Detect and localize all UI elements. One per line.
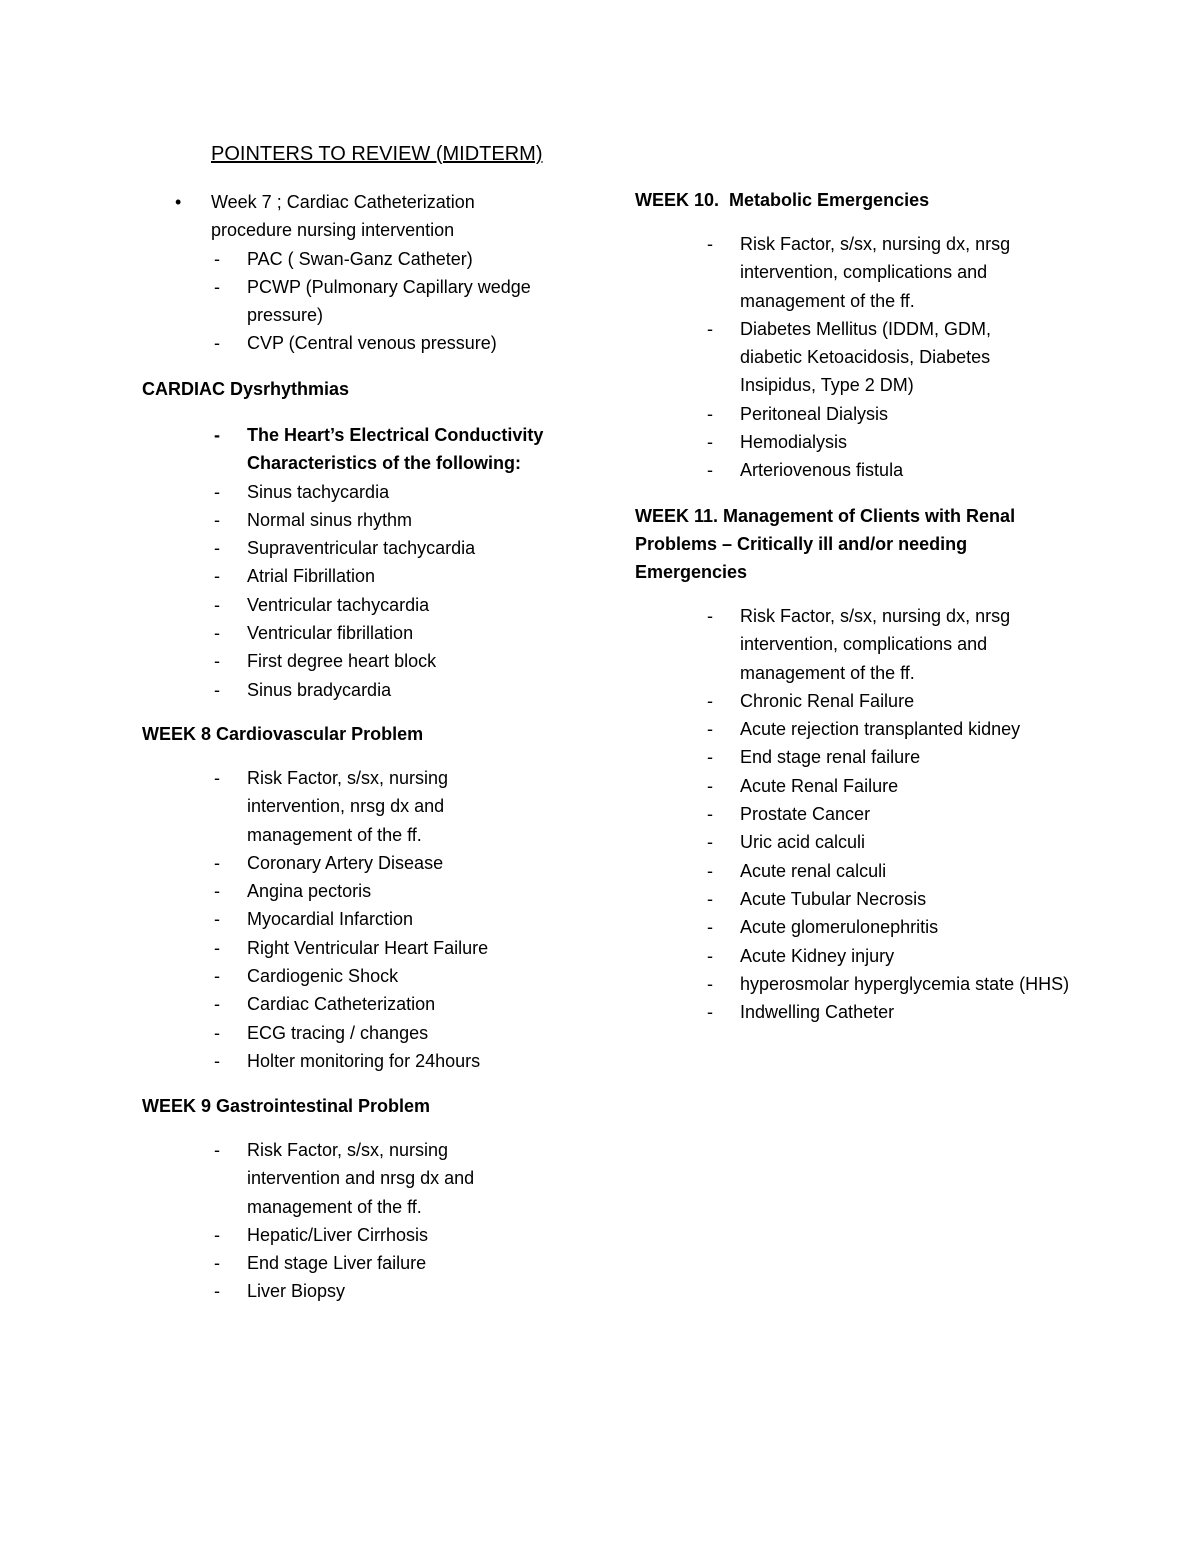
week9-heading: WEEK 9 Gastrointestinal Problem bbox=[142, 1096, 431, 1116]
list-item: - Risk Factor, s/sx, nursing dx, nrsg intervention, complications and management of the ff. bbox=[635, 230, 1045, 315]
week9-list bbox=[142, 1136, 512, 1306]
list-item: - End stage Liver failure bbox=[142, 1249, 512, 1277]
list-item: - Sinus tachycardia bbox=[142, 478, 562, 506]
week11-list bbox=[635, 602, 1075, 1026]
week7-bullet-text: Week 7 ; Cardiac Catheterization procedure nursing intervention bbox=[211, 192, 475, 241]
list-item: - Acute glomerulonephritis bbox=[635, 913, 1075, 941]
list-item: - Ventricular fibrillation bbox=[142, 619, 562, 647]
week10-section bbox=[635, 186, 1075, 485]
list-item: - Acute renal calculi bbox=[635, 857, 1075, 885]
list-item: - Arteriovenous fistula bbox=[635, 456, 1045, 484]
list-item: - Hepatic/Liver Cirrhosis bbox=[142, 1221, 512, 1249]
list-item: - Indwelling Catheter bbox=[635, 998, 1075, 1026]
week9-section bbox=[142, 1092, 572, 1306]
list-item: - hyperosmolar hyperglycemia state (HHS) bbox=[635, 970, 1070, 998]
list-item: - Liver Biopsy bbox=[142, 1277, 512, 1305]
list-item: - First degree heart block bbox=[142, 647, 562, 675]
week7-list bbox=[142, 245, 552, 358]
list-item: - Diabetes Mellitus (IDDM, GDM, diabetic Ketoacidosis, Diabetes Insipidus, Type 2 DM) bbox=[635, 315, 1045, 400]
week8-section bbox=[142, 720, 572, 1075]
week10-heading: WEEK 10. Metabolic Emergencies bbox=[635, 190, 930, 210]
list-item: - Acute Tubular Necrosis bbox=[635, 885, 1075, 913]
week11-heading: WEEK 11. Management of Clients with Renal Problems – Critically ill and/or needing Emergencies bbox=[635, 506, 1016, 582]
week7-section bbox=[142, 188, 572, 358]
list-item: - Acute rejection transplanted kidney bbox=[635, 715, 1075, 743]
list-item: - Risk Factor, s/sx, nursing dx, nrsg intervention, complications and management of the ff. bbox=[635, 602, 1040, 687]
week11-section bbox=[635, 502, 1075, 1026]
week7-bullet bbox=[142, 188, 511, 245]
list-item: - Ventricular tachycardia bbox=[142, 591, 562, 619]
list-item: - Normal sinus rhythm bbox=[142, 506, 562, 534]
list-item: - Risk Factor, s/sx, nursing intervention, nrsg dx and management of the ff. bbox=[142, 764, 512, 849]
list-item: - Prostate Cancer bbox=[635, 800, 1075, 828]
list-item: - Uric acid calculi bbox=[635, 828, 1075, 856]
bullet-dot-icon: • bbox=[175, 192, 182, 212]
cardiac-list bbox=[142, 421, 562, 704]
list-item: - Right Ventricular Heart Failure bbox=[142, 934, 512, 962]
list-item: - Myocardial Infarction bbox=[142, 905, 512, 933]
page-title: POINTERS TO REVIEW (MIDTERM) bbox=[211, 143, 543, 165]
list-item: - Cardiac Catheterization bbox=[142, 990, 512, 1018]
list-item: - Acute Renal Failure bbox=[635, 772, 1075, 800]
list-item: - Acute Kidney injury bbox=[635, 942, 1075, 970]
list-item: - Sinus bradycardia bbox=[142, 676, 562, 704]
list-item: - Supraventricular tachycardia bbox=[142, 534, 562, 562]
week8-list bbox=[142, 764, 512, 1075]
cardiac-heading: CARDIAC Dysrhythmias bbox=[142, 379, 350, 399]
cardiac-section bbox=[142, 375, 572, 704]
list-item: - PCWP (Pulmonary Capillary wedge pressure) bbox=[142, 273, 552, 330]
list-item: - End stage renal failure bbox=[635, 743, 1075, 771]
list-item: - Peritoneal Dialysis bbox=[635, 400, 1045, 428]
list-item: - Cardiogenic Shock bbox=[142, 962, 512, 990]
list-item: - Hemodialysis bbox=[635, 428, 1045, 456]
list-item: - Coronary Artery Disease bbox=[142, 849, 512, 877]
list-item: - Angina pectoris bbox=[142, 877, 512, 905]
week8-heading: WEEK 8 Cardiovascular Problem bbox=[142, 724, 424, 744]
list-item: - The Heart’s Electrical Conductivity Characteristics of the following: bbox=[142, 421, 562, 478]
list-item: - Holter monitoring for 24hours bbox=[142, 1047, 512, 1075]
week10-list bbox=[635, 230, 1045, 485]
list-item: - CVP (Central venous pressure) bbox=[142, 329, 552, 357]
list-item: - Atrial Fibrillation bbox=[142, 562, 562, 590]
list-item: - ECG tracing / changes bbox=[142, 1019, 512, 1047]
list-item: - Chronic Renal Failure bbox=[635, 687, 1075, 715]
list-item: - PAC ( Swan-Ganz Catheter) bbox=[142, 245, 552, 273]
list-item: - Risk Factor, s/sx, nursing intervention and nrsg dx and management of the ff. bbox=[142, 1136, 512, 1221]
